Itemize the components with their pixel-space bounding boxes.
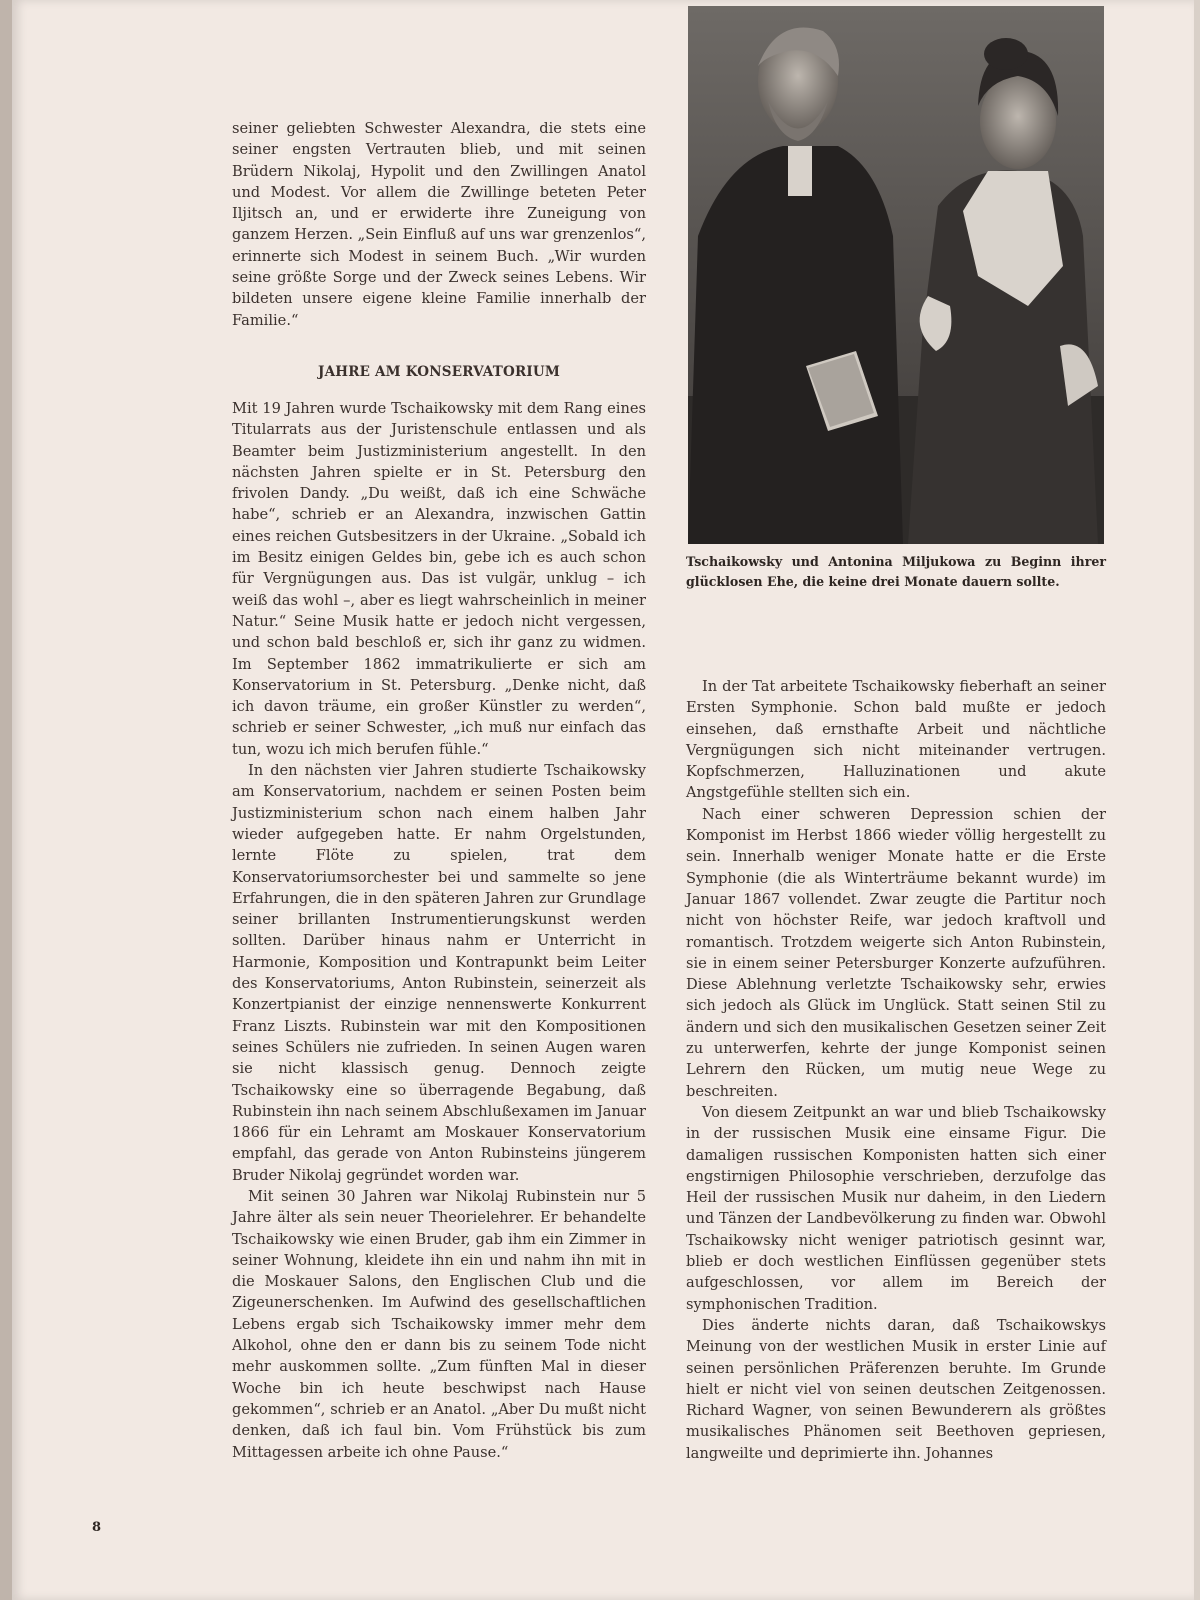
- page-number: 8: [92, 1520, 102, 1535]
- left-column-body: [232, 398, 646, 1463]
- paragraph: Von diesem Zeitpunkt an war und blieb Tschaikowsky in der russischen Musik eine einsame Figur. Die damaligen russischen Komponisten hatten sich einer engstirnigen Philosophie verschrieben, derzufolge das Heil der russischen Musik nur daheim, in den Liedern und Tänzen der Landbevölkerung zu finden war. Obwohl Tschaikowsky nicht weniger patriotisch gesinnt war, blieb er doch westlichen Einflüssen gegenüber stets aufgeschlossen, vor allem im Bereich der symphonischen Tradition.: [686, 1103, 1106, 1313]
- right-column-body: [686, 676, 1106, 1464]
- page-gutter: [0, 0, 12, 1600]
- historical-photo: [688, 6, 1104, 544]
- paragraph: Mit 19 Jahren wurde Tschaikowsky mit dem Rang eines Titularrats aus der Juristenschule entlassen und als Beamter beim Justizministerium angestellt. In den nächsten Jahren spielte er in St. Petersburg den frivolen Dandy. „Du weißt, daß ich eine Schwäche habe“, schrieb er an Alexandra, inzwischen Gattin eines reichen Gutsbesitzers in der Ukraine. „Sobald ich im Besitz einigen Geldes bin, gebe ich es auch schon für Vergnügungen aus. Das ist vulgär, unklug – ich weiß das wohl –, aber es liegt wahrscheinlich in meiner Natur.“ Seine Musik hatte er jedoch nicht vergessen, und schon bald beschloß er, sich ihr ganz zu widmen. Im September 1862 immatrikulierte er sich am Konservatorium in St. Petersburg. „Denke nicht, daß ich davon träume, ein großer Künstler zu werden“, schrieb er seiner Schwester, „ich muß nur einfach das tun, wozu ich mich berufen fühle.“: [232, 400, 646, 758]
- photo-illustration: [688, 6, 1104, 544]
- intro-text: seiner geliebten Schwester Alexandra, die stets eine seiner engsten Vertrauten blieb, und mit seinen Brüdern Nikolaj, Hypolit und den Zwillingen Anatol und Modest. Vor allem die Zwillinge beteten Peter Iljitsch an, und er erwiderte ihre Zuneigung von ganzem Herzen. „Sein Einfluß auf uns war grenzenlos“, erinnerte sich Modest in seinem Buch. „Wir wurden seine größte Sorge und der Zweck seines Lebens. Wir bildeten unsere eigene kleine Familie innerhalb der Familie.“: [232, 120, 646, 329]
- intro-paragraph: [232, 118, 646, 331]
- paragraph: Nach einer schweren Depression schien der Komponist im Herbst 1866 wieder völlig hergestellt zu sein. Innerhalb weniger Monate hatte er die Erste Symphonie (die als Winterträume bekannt wurde) im Januar 1867 vollendet. Zwar zeugte die Partitur noch nicht von höchster Reife, war jedoch kraftvoll und romantisch. Trotzdem weigerte sich Anton Rubinstein, sie in einem seiner Petersburger Konzerte aufzuführen. Diese Ablehnung verletzte Tschaikowsky sehr, erwies sich jedoch als Glück im Unglück. Statt seinen Stil zu ändern und sich den musikalischen Gesetzen seiner Zeit zu unterwerfen, kehrte der junge Komponist seinen Lehrern den Rücken, um mutig neue Wege zu beschreiten.: [686, 805, 1106, 1100]
- paragraph: Dies änderte nichts daran, daß Tschaikowskys Meinung von der westlichen Musik in erster Linie auf seinen persönlichen Präferenzen beruhte. Im Grunde hielt er nicht viel von seinen deutschen Zeitgenossen. Richard Wagner, von seinen Bewunderern als größtes musikalisches Phänomen seit Beethoven gepriesen, langweilte und deprimierte ihn. Johannes: [686, 1316, 1106, 1462]
- paragraph: In der Tat arbeitete Tschaikowsky fieberhaft an seiner Ersten Symphonie. Schon bald mußte er jedoch einsehen, daß ernsthafte Arbeit und nächtliche Vergnügungen sich nicht miteinander vertrugen. Kopfschmerzen, Halluzinationen und akute Angstgefühle stellten sich ein.: [686, 678, 1106, 802]
- section-heading: JAHRE AM KONSERVATORIUM: [317, 364, 560, 380]
- paragraph: In den nächsten vier Jahren studierte Tschaikowsky am Konservatorium, nachdem er seinen Posten beim Justizministerium schon nach einem halben Jahr wieder aufgegeben hatte. Er nahm Orgelstunden, lernte Flöte zu spielen, trat dem Konservatoriumsorchester bei und sammelte so jene Erfahrungen, die in den späteren Jahren zur Grundlage seiner brillanten Instrumentierungskunst werden sollten. Darüber hinaus nahm er Unterricht in Harmonie, Komposition und Kontrapunkt beim Leiter des Konservatoriums, Anton Rubinstein, seinerzeit als Konzertpianist der einzige nennenswerte Konkurrent Franz Liszts. Rubinstein war mit den Kompositionen seines Schülers nie zufrieden. In seinen Augen waren sie nicht klassisch genug. Dennoch zeigte Tschaikowsky eine so überragende Begabung, daß Rubinstein ihn nach seinem Abschlußexamen im Januar 1866 für ein Lehramt am Moskauer Konservatorium empfahl, das gerade von Anton Rubinsteins jüngerem Bruder Nikolaj gegründet worden war.: [232, 762, 646, 1184]
- photo-caption: Tschaikowsky und Antonina Miljukowa zu Beginn ihrer glücklosen Ehe, die keine drei Monate dauern sollte.: [686, 554, 1106, 589]
- paragraph: Mit seinen 30 Jahren war Nikolaj Rubinstein nur 5 Jahre älter als sein neuer Theorielehrer. Er behandelte Tschaikowsky wie einen Bruder, gab ihm ein Zimmer in seiner Wohnung, kleidete ihn ein und nahm ihn mit in die Moskauer Salons, den Englischen Club und die Zigeunerschenken. Im Aufwind des gesellschaftlichen Lebens ergab sich Tschaikowsky immer mehr dem Alkohol, ohne den er dann bis zu seinem Tode nicht mehr auskommen sollte. „Zum fünften Mal in dieser Woche bin ich heute beschwipst nach Hause gekommen“, schrieb er an Anatol. „Aber Du mußt nicht denken, daß ich faul bin. Vom Frühstück bis zum Mittagessen arbeite ich ohne Pause.“: [232, 1187, 646, 1461]
- book-page: [12, 0, 1194, 1600]
